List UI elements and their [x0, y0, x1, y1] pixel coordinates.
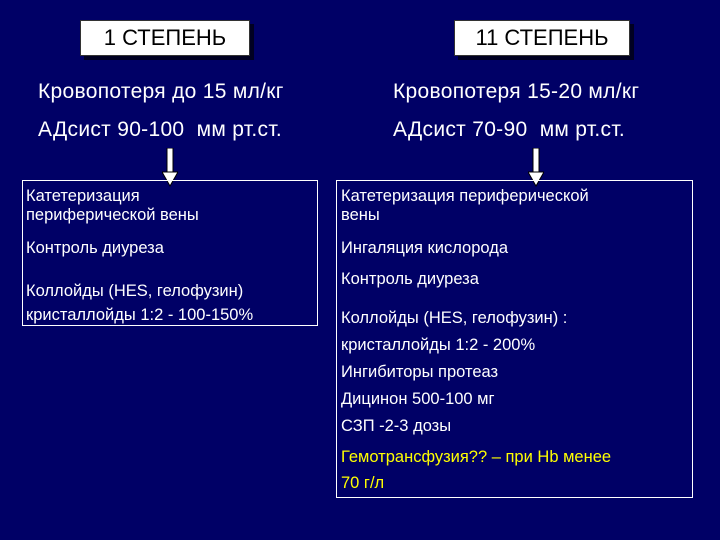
right-degree-header: [454, 20, 630, 56]
left-blood-loss: Кровопотеря до 15 мл/кг: [38, 80, 284, 103]
left-blood-pressure: АДсист 90-100 мм рт.ст.: [38, 118, 283, 141]
right-item-catheter: Катетеризация периферической вены: [341, 187, 589, 224]
left-degree-header: [80, 20, 250, 56]
right-degree-title: 11 СТЕПЕНЬ: [475, 25, 609, 50]
right-item-diuresis: Контроль диуреза: [341, 270, 479, 288]
right-blood-pressure: АДсист 70-90 мм рт.ст.: [393, 118, 626, 141]
right-blood-loss: Кровопотеря 15-20 мл/кг: [393, 80, 640, 103]
left-degree-title: 1 СТЕПЕНЬ: [103, 25, 227, 50]
left-item-diuresis: Контроль диуреза: [26, 239, 164, 257]
right-item-oxygen: Ингаляция кислорода: [341, 239, 509, 257]
left-item-colloids: Коллойды (HES, гелофузин) кристаллойды 1:2 - 100-150%: [26, 282, 254, 324]
right-item-colloids-list: Коллойды (HES, гелофузин) : кристаллойды 1:2 - 200% Ингибиторы протеаз Дицинон 500-100 мг СЗП -2-3 дозы: [341, 309, 568, 435]
left-item-catheter: Катетеризация периферической вены: [26, 187, 199, 224]
right-item-transfusion: Гемотрансфузия?? – при Hb менее 70 г/л: [341, 448, 612, 492]
